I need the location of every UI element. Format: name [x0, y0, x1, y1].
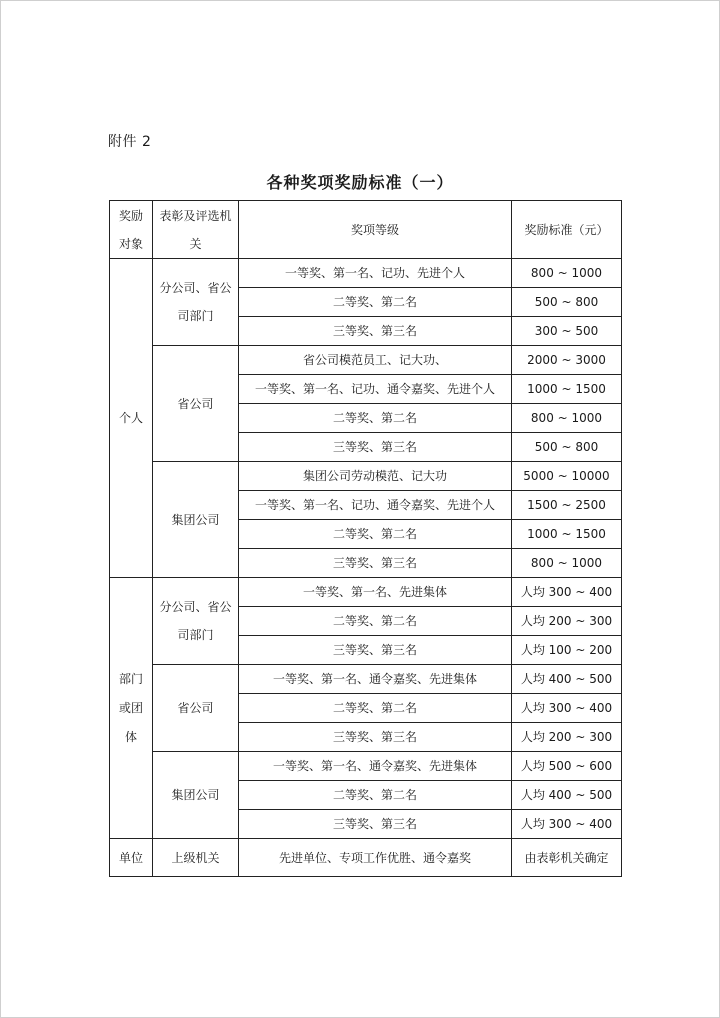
standard-cell: 300 ~ 500	[512, 317, 622, 346]
attachment-label: 附件 2	[108, 134, 152, 150]
org-group: 集团公司	[153, 752, 239, 839]
level-cell: 二等奖、第二名	[239, 288, 512, 317]
header-award-level: 奖项等级	[239, 201, 512, 259]
org-superior: 上级机关	[153, 839, 239, 877]
org-branch-dept: 分公司、省公司部门	[153, 578, 239, 665]
level-cell: 二等奖、第二名	[239, 520, 512, 549]
standard-cell: 800 ~ 1000	[512, 549, 622, 578]
table-row	[110, 259, 622, 288]
header-award-object: 奖励对象	[110, 201, 153, 259]
level-cell: 二等奖、第二名	[239, 694, 512, 723]
org-province: 省公司	[153, 346, 239, 462]
standard-cell: 5000 ~ 10000	[512, 462, 622, 491]
level-cell: 一等奖、第一名、记功、先进个人	[239, 259, 512, 288]
level-cell: 二等奖、第二名	[239, 404, 512, 433]
level-cell: 一等奖、第一名、通令嘉奖、先进集体	[239, 665, 512, 694]
level-cell: 一等奖、第一名、记功、通令嘉奖、先进个人	[239, 491, 512, 520]
level-cell: 一等奖、第一名、先进集体	[239, 578, 512, 607]
level-cell: 一等奖、第一名、通令嘉奖、先进集体	[239, 752, 512, 781]
standard-cell: 800 ~ 1000	[512, 259, 622, 288]
standard-cell: 1000 ~ 1500	[512, 520, 622, 549]
standard-cell: 1000 ~ 1500	[512, 375, 622, 404]
header-commending-org: 表彰及评选机关	[153, 201, 239, 259]
level-cell: 二等奖、第二名	[239, 781, 512, 810]
level-cell: 先进单位、专项工作优胜、通令嘉奖	[239, 839, 512, 877]
document-title: 各种奖项奖励标准（一）	[266, 173, 454, 192]
standard-cell: 人均 300 ~ 400	[512, 578, 622, 607]
standard-cell: 人均 200 ~ 300	[512, 607, 622, 636]
standard-cell: 500 ~ 800	[512, 433, 622, 462]
standard-cell: 2000 ~ 3000	[512, 346, 622, 375]
standard-cell: 人均 500 ~ 600	[512, 752, 622, 781]
table-row	[110, 346, 622, 375]
level-cell: 三等奖、第三名	[239, 317, 512, 346]
level-cell: 集团公司劳动模范、记大功	[239, 462, 512, 491]
standard-cell: 人均 300 ~ 400	[512, 810, 622, 839]
standard-cell: 人均 300 ~ 400	[512, 694, 622, 723]
level-cell: 三等奖、第三名	[239, 810, 512, 839]
category-unit: 单位	[110, 839, 153, 877]
table-row	[110, 578, 622, 607]
level-cell: 三等奖、第三名	[239, 433, 512, 462]
standard-cell: 500 ~ 800	[512, 288, 622, 317]
level-cell: 一等奖、第一名、记功、通令嘉奖、先进个人	[239, 375, 512, 404]
header-award-standard: 奖励标准（元）	[512, 201, 622, 259]
org-province: 省公司	[153, 665, 239, 752]
level-cell: 省公司模范员工、记大功、	[239, 346, 512, 375]
header-row	[110, 201, 622, 259]
award-standards-table	[109, 200, 622, 877]
standard-cell: 人均 400 ~ 500	[512, 665, 622, 694]
table-row	[110, 665, 622, 694]
standard-cell: 由表彰机关确定	[512, 839, 622, 877]
level-cell: 三等奖、第三名	[239, 636, 512, 665]
level-cell: 三等奖、第三名	[239, 549, 512, 578]
org-branch-dept: 分公司、省公司部门	[153, 259, 239, 346]
category-department: 部门或团体	[110, 578, 153, 839]
table-row	[110, 752, 622, 781]
table-row	[110, 839, 622, 877]
standard-cell: 800 ~ 1000	[512, 404, 622, 433]
table-row	[110, 462, 622, 491]
standard-cell: 人均 200 ~ 300	[512, 723, 622, 752]
standard-cell: 人均 100 ~ 200	[512, 636, 622, 665]
category-individual: 个人	[110, 259, 153, 578]
standard-cell: 人均 400 ~ 500	[512, 781, 622, 810]
level-cell: 二等奖、第二名	[239, 607, 512, 636]
org-group: 集团公司	[153, 462, 239, 578]
standard-cell: 1500 ~ 2500	[512, 491, 622, 520]
level-cell: 三等奖、第三名	[239, 723, 512, 752]
